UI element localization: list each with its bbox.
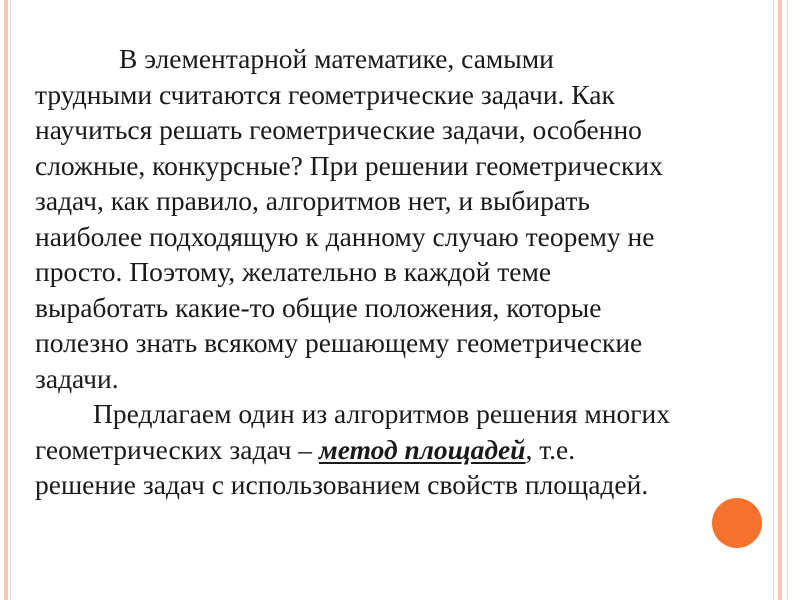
text-line-with-emphasis [35, 432, 765, 468]
text-line: полезно знать всякому решающему геометрические [35, 327, 643, 358]
left-decor-thin-stripe [10, 0, 11, 600]
orange-circle-decor [712, 498, 762, 548]
method-of-areas-emphasis: метод площадей [318, 433, 526, 465]
text-line: научиться решать геометрические задачи, особенно [35, 114, 642, 145]
text-line: сложные, конкурсные? При решении геометрических [35, 149, 663, 181]
paragraph-method [35, 396, 765, 503]
text-line: выработать какие-то общие положения, которые [35, 291, 602, 323]
text-line: В элементарной математике, самыми [119, 43, 554, 74]
text-line: просто. Поэтому, желательно в каждой теме [35, 256, 552, 287]
text-line: трудными считаются геометрические задачи. Как [35, 78, 615, 110]
right-decor-stripe [778, 0, 782, 600]
text-line: Предлагаем один из алгоритмов решения многих [93, 398, 670, 429]
text-line: задач, как правило, алгоритмов нет, и выбирать [35, 185, 590, 216]
right-decor-thin-stripe-outer [787, 0, 788, 600]
slide-text [35, 41, 765, 503]
paragraph-intro [35, 41, 765, 396]
left-decor-stripe [4, 0, 8, 600]
text-fragment: геометрических задач – [35, 433, 319, 465]
text-line: наиболее подходящую к данному случаю теорему не [35, 220, 655, 252]
text-line: решение задач с использованием свойств площадей. [35, 469, 649, 500]
text-line: задачи. [35, 362, 119, 394]
text-fragment: , т.е. [525, 433, 576, 465]
right-decor-thin-stripe-inner [773, 0, 774, 600]
